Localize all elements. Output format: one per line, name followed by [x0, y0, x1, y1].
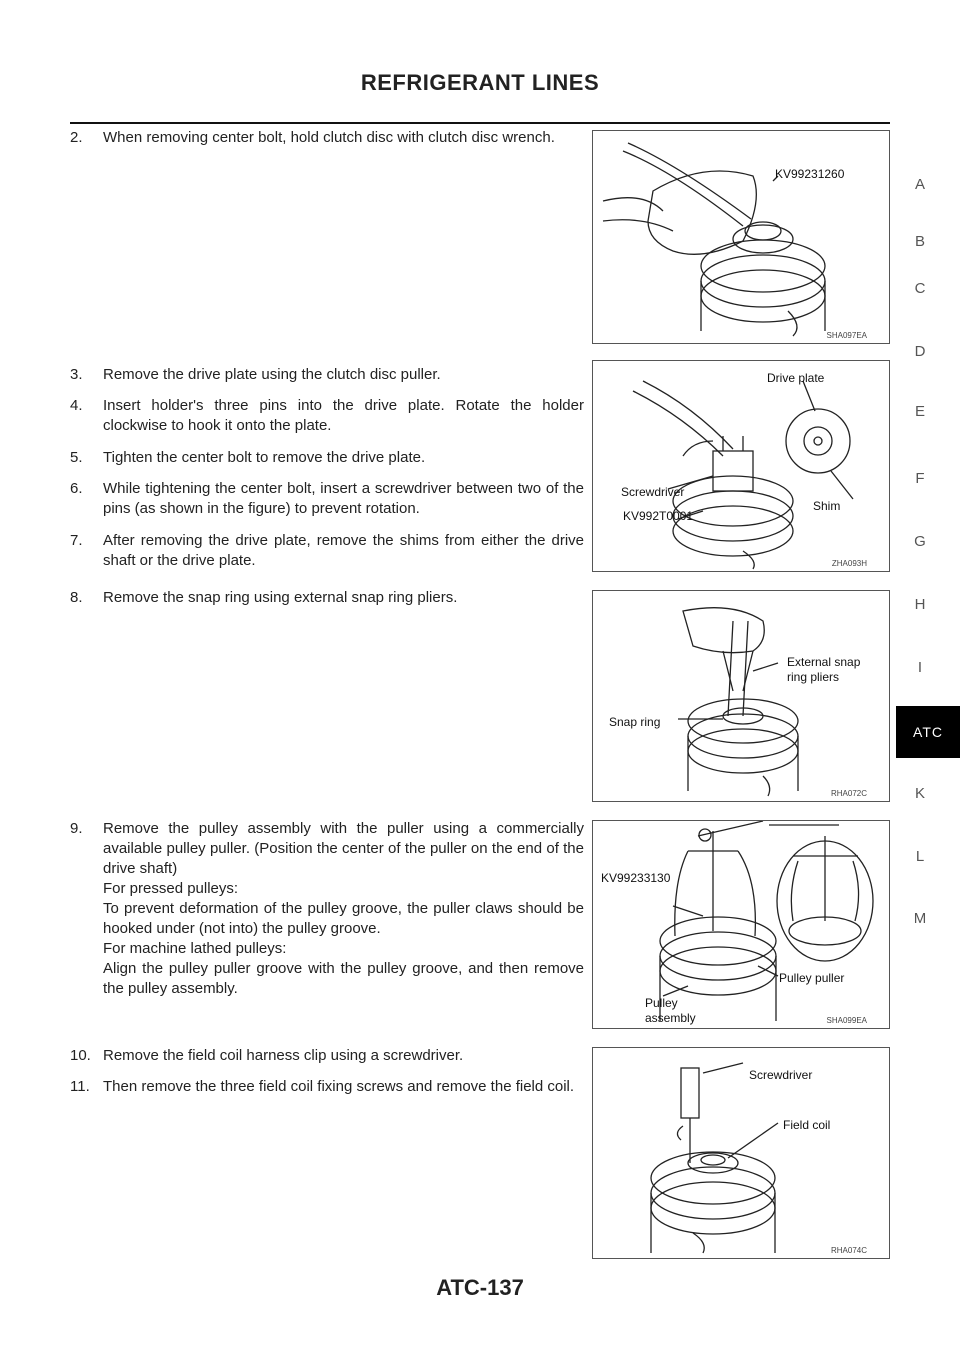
step-2	[70, 128, 584, 148]
label-kv992t0001: KV992T0001	[623, 509, 694, 523]
index-tab-atc[interactable]: ATC	[896, 706, 960, 758]
step-number: 8.	[70, 589, 83, 606]
step-text: After removing the drive plate, remove the shims from either the drive shaft or the drive plate.	[103, 532, 584, 569]
figure-pulley-puller	[592, 820, 890, 1029]
figure-code: RHA072C	[830, 789, 867, 798]
sub-text-lathed: Align the pulley puller groove with the pulley groove, and then remove the pulley assembly.	[103, 960, 584, 997]
step-number: 5.	[70, 449, 83, 466]
label-snap-ring: Snap ring	[609, 715, 661, 729]
step-text: Tighten the center bolt to remove the drive plate.	[103, 449, 426, 466]
step-text: While tightening the center bolt, insert a screwdriver between two of the pins (as shown in the figure) to prevent rotation.	[103, 480, 584, 517]
label-pulley-puller: Pulley puller	[779, 971, 845, 985]
index-letter-k[interactable]: K	[914, 785, 925, 802]
step-number: 10.	[70, 1047, 91, 1064]
page-title: REFRIGERANT LINES	[360, 70, 600, 95]
index-letter-g[interactable]: G	[914, 533, 926, 550]
index-letter-a[interactable]: A	[914, 176, 925, 193]
step-text: When removing center bolt, hold clutch disc with clutch disc wrench.	[103, 129, 555, 146]
step-number: 9.	[70, 820, 83, 837]
figure-drive-plate-removal	[592, 360, 890, 572]
step-8	[70, 588, 584, 608]
figure-code: SHA097EA	[826, 331, 867, 340]
figure-drawing	[593, 1048, 889, 1258]
index-letter-i[interactable]: I	[917, 659, 923, 676]
figure-field-coil-removal	[592, 1047, 890, 1259]
index-letter-c[interactable]: C	[914, 280, 926, 297]
page-number: ATC-137	[436, 1275, 524, 1300]
label-external-snap: External snap	[787, 655, 861, 669]
index-letter-e[interactable]: E	[914, 403, 925, 420]
index-letter-f[interactable]: F	[915, 470, 925, 487]
figure-drawing	[593, 361, 889, 571]
figure-code: SHA099EA	[826, 1016, 867, 1025]
step-number: 4.	[70, 397, 83, 414]
index-letter-m[interactable]: M	[913, 910, 927, 927]
index-letter-l[interactable]: L	[915, 848, 925, 865]
step-7	[70, 531, 584, 571]
label-assembly: assembly	[645, 1011, 696, 1025]
sub-heading-pressed: For pressed pulleys:	[103, 880, 239, 897]
step-4	[70, 396, 584, 436]
label-kv99231260: KV99231260	[775, 167, 845, 181]
step-10	[70, 1046, 584, 1066]
figure-drawing	[593, 821, 889, 1028]
step-text: Insert holder's three pins into the drive plate. Rotate the holder clockwise to hook it onto the plate.	[103, 397, 584, 434]
step-number: 7.	[70, 532, 83, 549]
index-letter-d[interactable]: D	[914, 343, 926, 360]
step-number: 2.	[70, 129, 83, 146]
label-drive-plate: Drive plate	[767, 371, 825, 385]
figure-drawing	[593, 591, 889, 801]
sub-heading-lathed: For machine lathed pulleys:	[103, 940, 287, 957]
index-letter-h[interactable]: H	[914, 596, 926, 613]
figure-snap-ring-removal	[592, 590, 890, 802]
title-rule	[70, 122, 890, 124]
step-9	[70, 819, 584, 999]
label-pulley: Pulley	[645, 996, 678, 1010]
step-number: 11.	[70, 1078, 90, 1095]
figure-drawing	[593, 131, 889, 343]
label-ring-pliers: ring pliers	[787, 670, 840, 684]
step-text: Then remove the three field coil fixing screws and remove the field coil.	[103, 1078, 575, 1095]
step-6	[70, 479, 584, 519]
label-kv99233130: KV99233130	[601, 871, 671, 885]
step-text: Remove the drive plate using the clutch disc puller.	[103, 366, 441, 383]
step-number: 6.	[70, 480, 83, 497]
step-5	[70, 448, 584, 468]
label-field-coil: Field coil	[783, 1118, 831, 1132]
step-text: Remove the snap ring using external snap ring pliers.	[103, 589, 458, 606]
step-number: 3.	[70, 366, 83, 383]
figure-code: RHA074C	[830, 1246, 867, 1255]
label-screwdriver: Screwdriver	[749, 1068, 813, 1082]
label-shim: Shim	[813, 499, 841, 513]
step-11	[70, 1077, 584, 1097]
sub-text-pressed: To prevent deformation of the pulley groove, the puller claws should be hooked under (not into) the pulley groove.	[103, 900, 584, 937]
step-text: Remove the pulley assembly with the puller using a commercially available pulley puller. (Position the center of the puller on the end of the drive shaft)	[103, 820, 584, 877]
step-3	[70, 365, 584, 385]
figure-code: ZHA093H	[831, 559, 867, 568]
figure-clutch-disc-wrench	[592, 130, 890, 344]
label-screwdriver: Screwdriver	[621, 485, 685, 499]
step-text: Remove the field coil harness clip using a screwdriver.	[103, 1047, 464, 1064]
index-letter-b[interactable]: B	[914, 233, 925, 250]
